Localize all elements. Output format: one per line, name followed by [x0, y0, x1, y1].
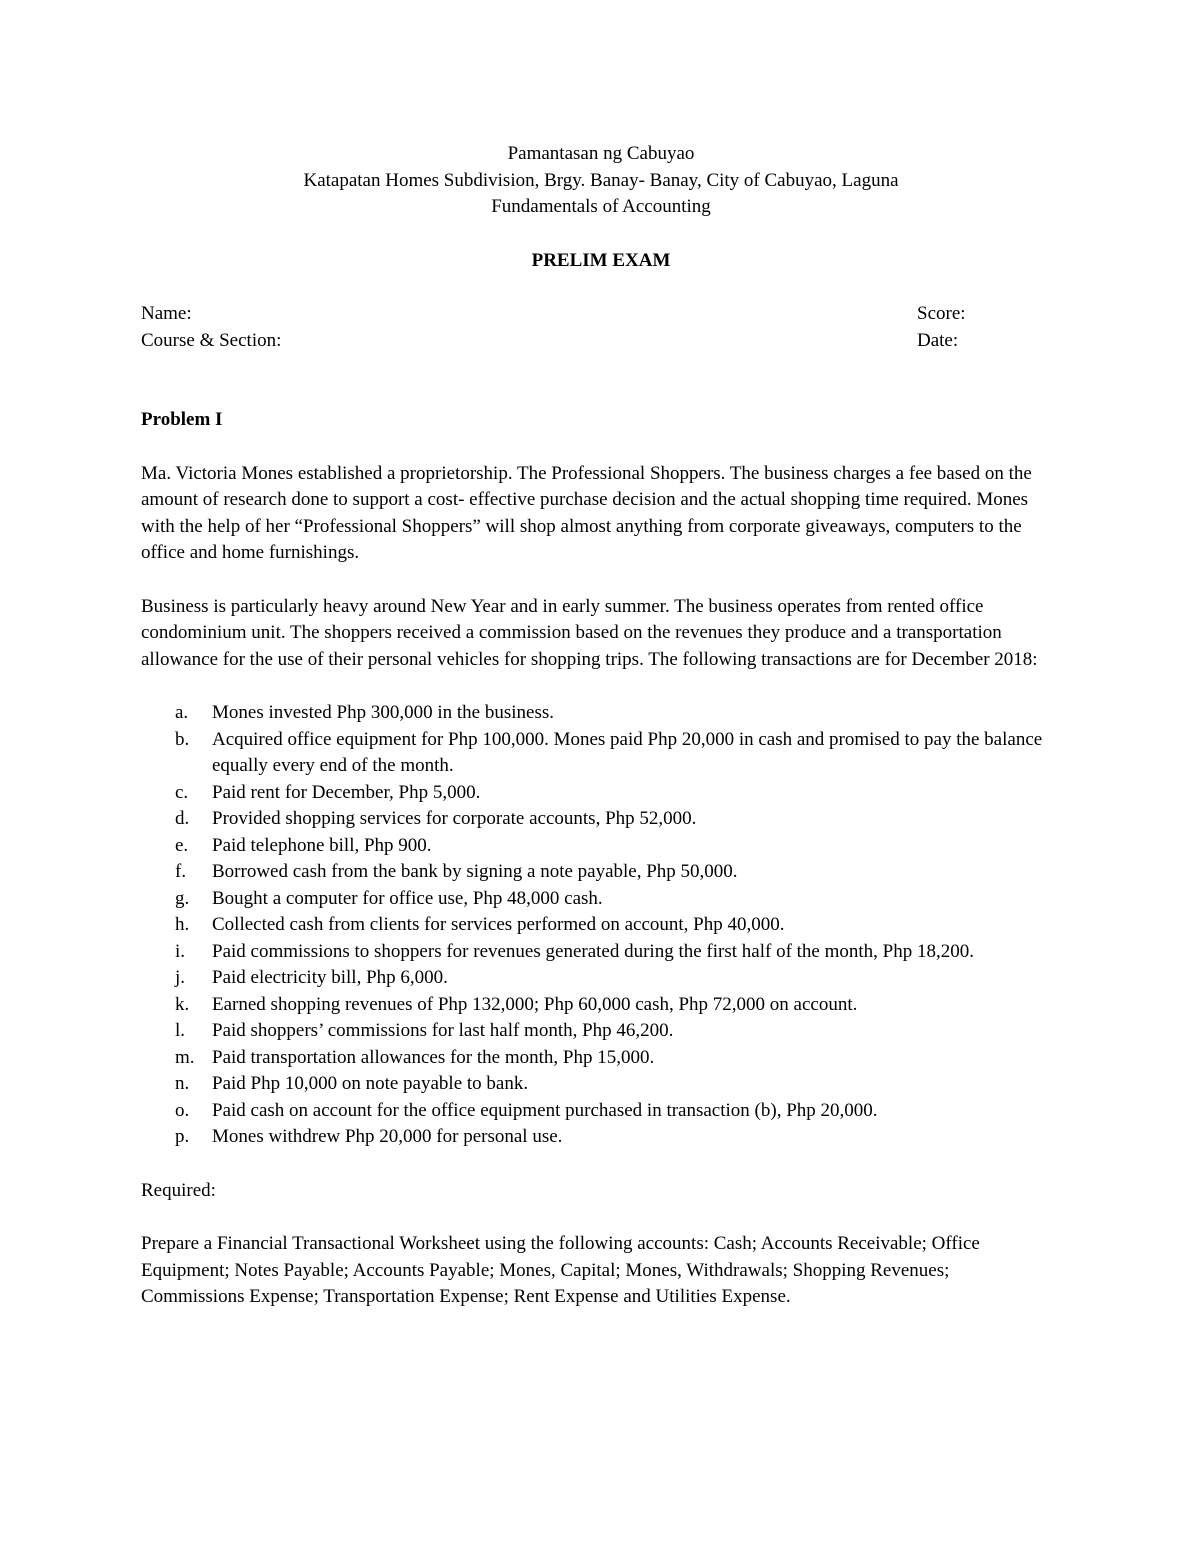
problem-paragraph-2: Business is particularly heavy around New Year and in early summer. The business operates from rented office condominium unit. The shoppers received a commission based on the revenues they produce and a transportation allowance for the use of their personal vehicles for shopping trips. The following transactions are for December 2018: [141, 595, 1038, 670]
meta-row-course-date [141, 328, 1061, 355]
transaction-letter: h. [175, 914, 190, 935]
transaction-item [141, 886, 1061, 913]
transaction-letter: b. [175, 728, 190, 750]
course-section-label: Course & Section: [141, 329, 282, 351]
transaction-text: Collected cash from clients for services performed on account, Php 40,000. [212, 914, 785, 935]
transaction-text: Paid transportation allowances for the month, Php 15,000. [212, 1046, 655, 1068]
transaction-letter: m. [175, 1046, 195, 1068]
transaction-item [141, 806, 1061, 833]
transaction-text: Paid telephone bill, Php 900. [212, 834, 432, 856]
course-name: Fundamentals of Accounting [491, 196, 711, 217]
meta-row-name-score [141, 301, 1061, 328]
student-info-block [141, 301, 1061, 354]
transaction-item [141, 1098, 1061, 1125]
transaction-item [141, 859, 1061, 886]
transaction-letter: c. [175, 781, 189, 803]
document-page [141, 141, 1061, 1311]
problem-paragraph-1: Ma. Victoria Mones established a proprietorship. The Professional Shoppers. The business charges a fee based on the amount of research done to support a cost- effective purchase decision and the actual shopping time required. Mones with the help of her “Professional Shoppers” will shop almost anything from corporate giveaways, computers to the office and home furnishings. [141, 462, 1032, 563]
university-address: Katapatan Homes Subdivision, Brgy. Banay- Banay, City of Cabuyao, Laguna [303, 169, 899, 191]
date-label: Date: [917, 329, 959, 351]
problem-heading: Problem I [141, 409, 223, 430]
exam-title: PRELIM EXAM [531, 249, 671, 271]
transaction-item [141, 833, 1061, 860]
transaction-item [141, 700, 1061, 727]
required-label: Required: [141, 1179, 216, 1201]
transaction-item [141, 965, 1061, 992]
transaction-item [141, 1045, 1061, 1072]
transaction-letter: j. [175, 967, 186, 988]
required-instructions: Prepare a Financial Transactional Worksheet using the following accounts: Cash; Accounts Receivable; Office Equipment; Notes Payable; Accounts Payable; Mones, Capital; Mones, Withdrawals; Shopping Revenues; Commissions Expense; Transportation Expense; Rent Expense and Utilities Expense. [141, 1233, 980, 1307]
transaction-item [141, 912, 1061, 939]
transaction-letter: g. [175, 887, 190, 909]
transaction-text: Provided shopping services for corporate accounts, Php 52,000. [212, 808, 697, 829]
transaction-item [141, 992, 1061, 1019]
transaction-text: Mones invested Php 300,000 in the business. [212, 702, 554, 723]
transaction-letter: f. [175, 861, 187, 882]
transaction-item [141, 1124, 1061, 1151]
transaction-letter: o. [175, 1099, 190, 1121]
transaction-item [141, 939, 1061, 966]
transaction-text: Paid commissions to shoppers for revenues generated during the first half of the month, Php 18,200. [212, 940, 974, 962]
transaction-letter: a. [175, 702, 189, 723]
transaction-list [141, 700, 1061, 1151]
transaction-text: Borrowed cash from the bank by signing a note payable, Php 50,000. [212, 861, 738, 882]
transaction-text: Earned shopping revenues of Php 132,000; Php 60,000 cash, Php 72,000 on account. [212, 993, 858, 1015]
transaction-text: Paid cash on account for the office equipment purchased in transaction (b), Php 20,000. [212, 1099, 878, 1121]
transaction-text: Paid electricity bill, Php 6,000. [212, 967, 448, 988]
transaction-item [141, 727, 1061, 780]
transaction-text: Paid shoppers’ commissions for last half month, Php 46,200. [212, 1020, 674, 1041]
transaction-text: Paid Php 10,000 on note payable to bank. [212, 1073, 529, 1094]
transaction-letter: i. [175, 940, 186, 962]
transaction-text: Mones withdrew Php 20,000 for personal use. [212, 1126, 563, 1147]
transaction-text: Acquired office equipment for Php 100,000. Mones paid Php 20,000 in cash and promised to pay the balance equally every end of the month. [212, 728, 1043, 776]
transaction-item [141, 780, 1061, 807]
transaction-letter: d. [175, 808, 190, 829]
transaction-text: Bought a computer for office use, Php 48,000 cash. [212, 887, 603, 909]
transaction-letter: l. [175, 1020, 186, 1041]
name-label: Name: [141, 303, 192, 324]
document-header [141, 141, 1061, 221]
transaction-text: Paid rent for December, Php 5,000. [212, 781, 481, 803]
transaction-letter: p. [175, 1126, 190, 1147]
university-name: Pamantasan ng Cabuyao [507, 143, 695, 164]
score-label: Score: [917, 303, 966, 324]
transaction-letter: k. [175, 993, 190, 1015]
transaction-item [141, 1071, 1061, 1098]
transaction-letter: e. [175, 834, 189, 856]
transaction-letter: n. [175, 1073, 190, 1094]
transaction-item [141, 1018, 1061, 1045]
